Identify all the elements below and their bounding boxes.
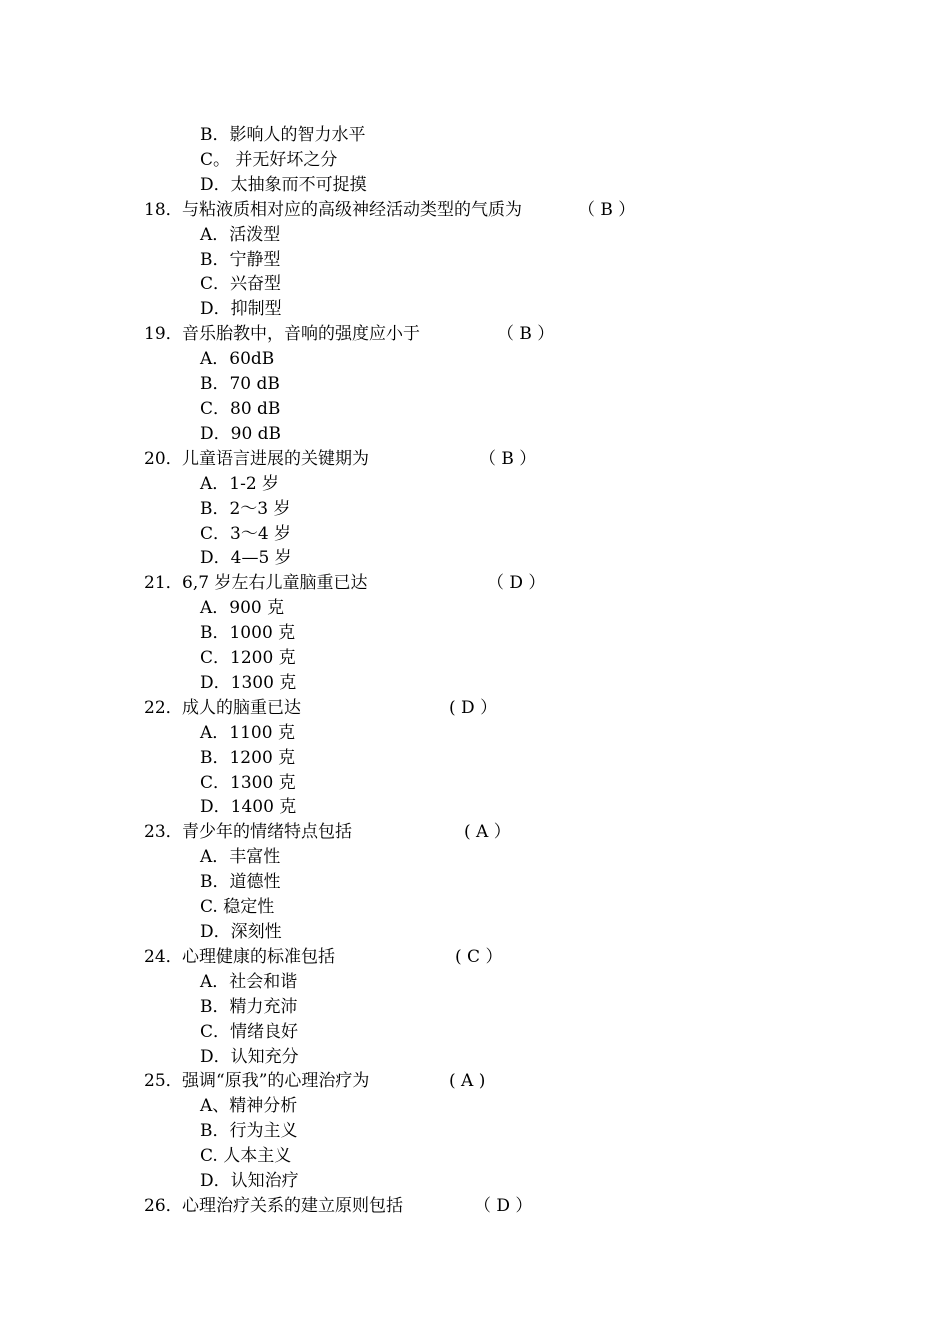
option-text: C．1200 克 — [200, 648, 296, 669]
option-text: D．太抽象而不可捉摸 — [200, 174, 367, 195]
answer-key: ( A ） — [464, 822, 511, 843]
option-text: C. 稳定性 — [200, 897, 275, 918]
question-text: 6,7 岁左右儿童脑重已达 — [182, 573, 368, 594]
option-line — [0, 1144, 950, 1169]
option-text: A．1100 克 — [200, 722, 295, 743]
option-text: D．认知治疗 — [200, 1171, 299, 1192]
option-line — [0, 497, 950, 522]
option-line — [0, 397, 950, 422]
option-line — [0, 347, 950, 372]
answer-key: （ B ） — [497, 324, 555, 345]
question-text: 儿童语言进展的关键期为 — [182, 448, 369, 469]
option-text: B．1200 克 — [200, 747, 296, 768]
option-line — [0, 621, 950, 646]
option-line — [0, 248, 950, 273]
option-text: A．1-2 岁 — [200, 473, 280, 494]
question-line — [0, 945, 950, 970]
option-text: D．1400 克 — [200, 797, 297, 818]
option-line — [0, 970, 950, 995]
option-line — [0, 771, 950, 796]
option-line — [0, 1119, 950, 1144]
question-text: 强调“原我”的心理治疗为 — [182, 1071, 370, 1092]
option-line — [0, 845, 950, 870]
option-text: D．1300 克 — [200, 672, 297, 693]
option-text: A．活泼型 — [200, 224, 281, 245]
question-number: 19． — [144, 324, 183, 345]
option-line — [0, 272, 950, 297]
option-text: B．精力充沛 — [200, 996, 298, 1017]
question-list — [0, 123, 950, 1219]
option-text: C。 并无好坏之分 — [200, 149, 338, 170]
option-line — [0, 920, 950, 945]
option-text: A．60dB — [200, 349, 275, 370]
option-line — [0, 372, 950, 397]
option-line — [0, 422, 950, 447]
option-line — [0, 1020, 950, 1045]
option-line — [0, 1094, 950, 1119]
option-text: D．深刻性 — [200, 922, 282, 942]
option-text: B．行为主义 — [200, 1121, 298, 1142]
question-number: 20． — [144, 448, 183, 469]
option-line — [0, 795, 950, 820]
option-line — [0, 596, 950, 621]
option-line — [0, 546, 950, 571]
question-line — [0, 696, 950, 721]
option-text: A．丰富性 — [200, 847, 281, 868]
question-number: 23． — [144, 822, 183, 843]
question-text: 成人的脑重已达 — [182, 697, 301, 718]
option-text: B．2～3 岁 — [200, 498, 291, 519]
option-line — [0, 148, 950, 173]
option-text: A、精神分析 — [200, 1096, 298, 1117]
question-number: 26． — [144, 1195, 183, 1216]
question-number: 22． — [144, 697, 183, 718]
question-text: 青少年的情绪特点包括 — [182, 822, 352, 843]
option-text: B．道德性 — [200, 872, 281, 893]
answer-key: ( A ) — [449, 1071, 486, 1092]
option-text: D．90 dB — [200, 423, 282, 444]
question-line — [0, 820, 950, 845]
answer-key: （ D ） — [474, 1195, 533, 1216]
option-text: B．影响人的智力水平 — [200, 125, 366, 145]
option-line — [0, 746, 950, 771]
option-text: D．抑制型 — [200, 299, 282, 320]
option-line — [0, 721, 950, 746]
option-line — [0, 297, 950, 322]
option-line — [0, 671, 950, 696]
option-line — [0, 1045, 950, 1070]
option-text: A．社会和谐 — [200, 971, 298, 992]
answer-key: （ B ） — [479, 448, 537, 469]
option-text: C. 人本主义 — [200, 1146, 292, 1167]
question-line — [0, 571, 950, 596]
option-text: C．80 dB — [200, 398, 281, 419]
question-line — [0, 1194, 950, 1219]
question-line — [0, 198, 950, 223]
answer-key: （ D ） — [487, 573, 546, 594]
question-text: 心理健康的标准包括 — [182, 946, 335, 967]
option-line — [0, 870, 950, 895]
option-text: B．1000 克 — [200, 623, 296, 644]
option-text: D．4—5 岁 — [200, 548, 292, 569]
option-line — [0, 223, 950, 248]
question-number: 24． — [144, 946, 183, 967]
answer-key: ( D ） — [449, 697, 498, 718]
answer-key: ( C ） — [455, 946, 503, 967]
option-text: D．认知充分 — [200, 1046, 299, 1067]
option-line — [0, 995, 950, 1020]
option-text: B．70 dB — [200, 374, 280, 395]
option-line — [0, 472, 950, 497]
option-text: C．兴奋型 — [200, 274, 282, 295]
question-number: 21． — [144, 573, 183, 594]
option-line — [0, 123, 950, 148]
option-text: B．宁静型 — [200, 249, 281, 270]
question-number: 25． — [144, 1071, 183, 1092]
option-line — [0, 1169, 950, 1194]
question-text: 音乐胎教中，音响的强度应小于 — [182, 324, 420, 345]
option-line — [0, 173, 950, 198]
option-line — [0, 895, 950, 920]
option-line — [0, 646, 950, 671]
option-text: A．900 克 — [200, 598, 285, 619]
question-line — [0, 447, 950, 472]
question-line — [0, 322, 950, 347]
answer-key: （ B ） — [578, 199, 636, 220]
option-text: C．3～4 岁 — [200, 523, 292, 544]
question-line — [0, 1069, 950, 1094]
option-line — [0, 522, 950, 547]
question-number: 18． — [144, 199, 183, 220]
option-text: C．1300 克 — [200, 772, 296, 793]
question-text: 与粘液质相对应的高级神经活动类型的气质为 — [182, 199, 522, 220]
question-text: 心理治疗关系的建立原则包括 — [182, 1195, 403, 1216]
option-text: C．情绪良好 — [200, 1021, 299, 1042]
